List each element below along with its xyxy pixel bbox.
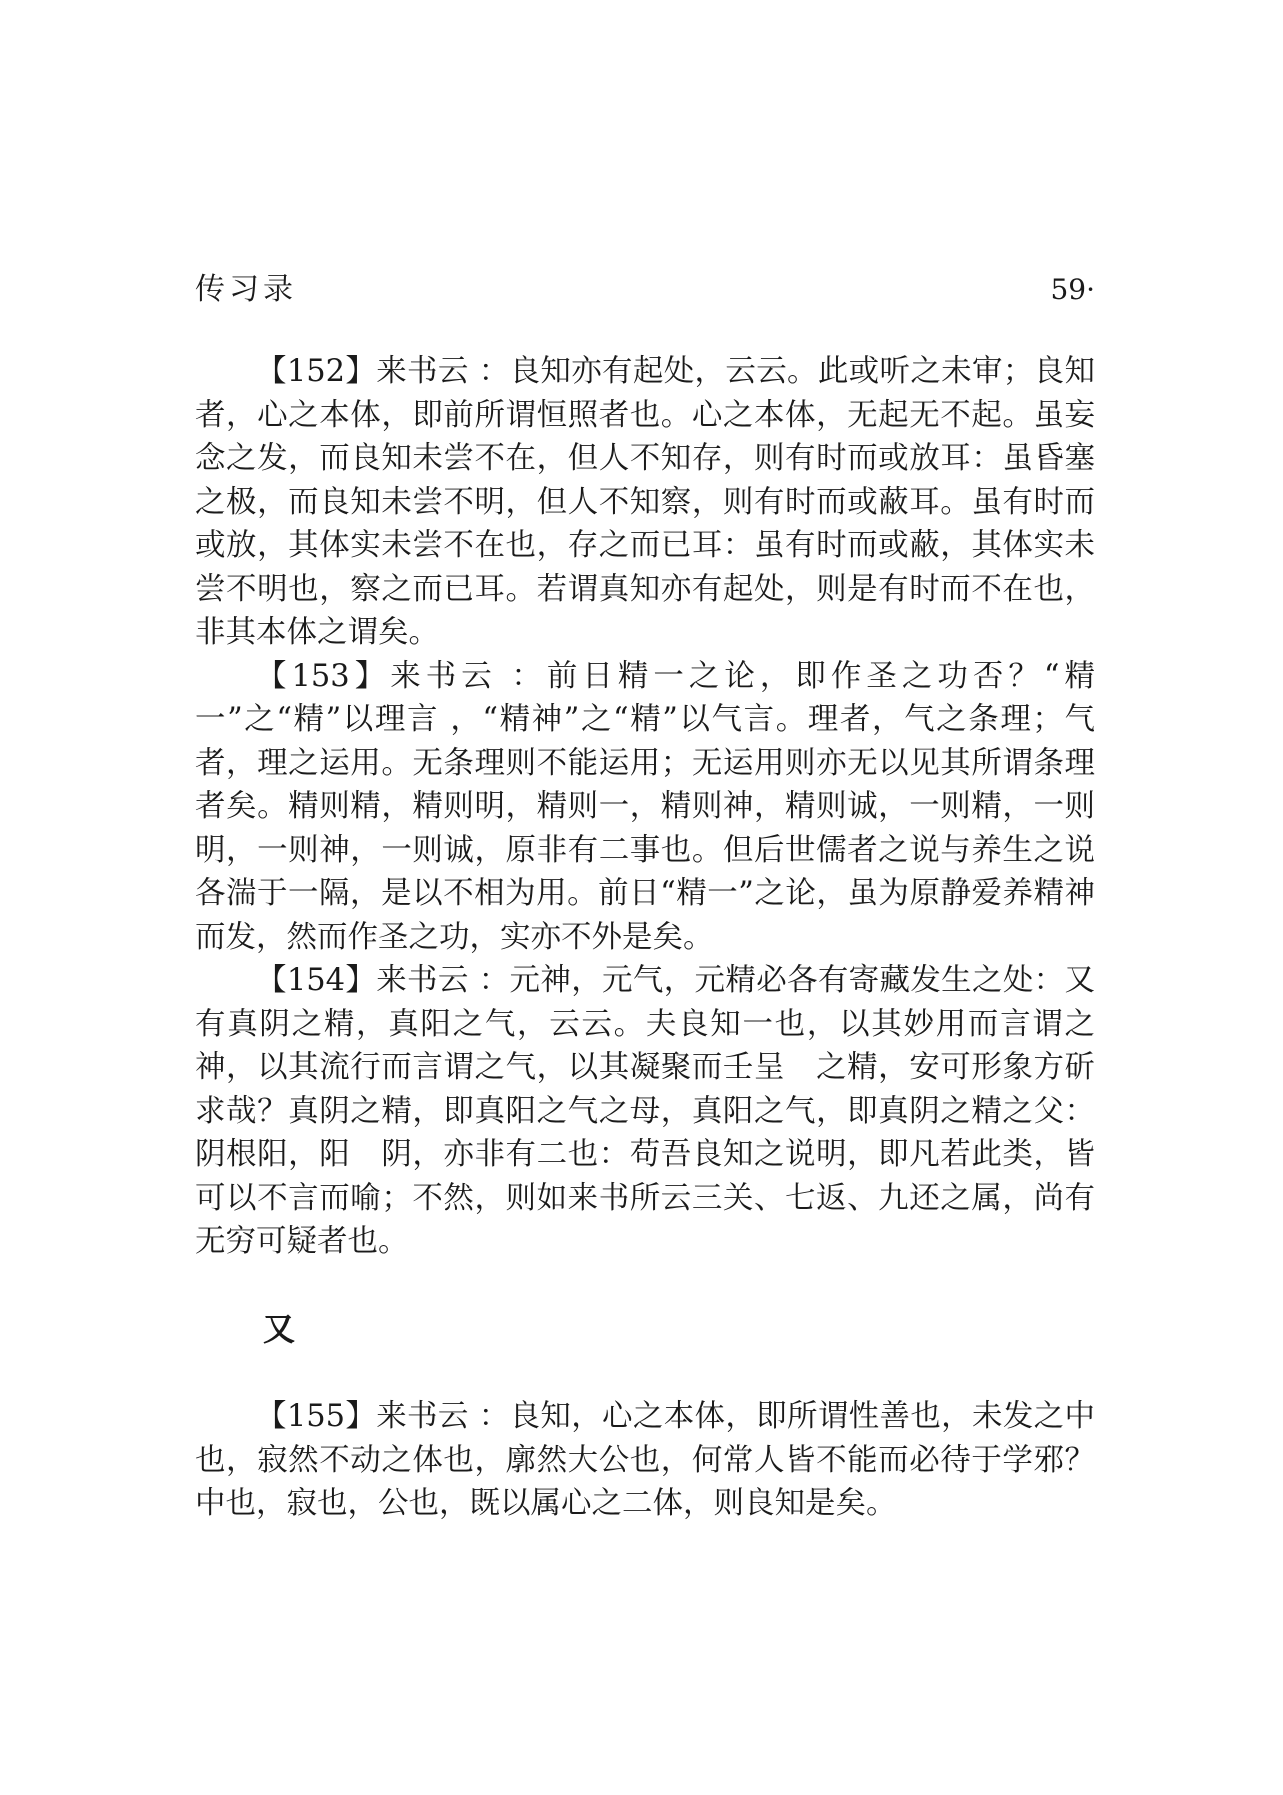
section-heading: 又 xyxy=(263,1309,296,1348)
page-number: 59· xyxy=(1050,273,1095,306)
paragraph-154: 【154】来书云 ：元神，元气，元精必各有寄藏发生之处：又有真阴之精，真阳之气，云云。夫良知一也，以其妙用而言谓之神，以其流行而言谓之气，以其凝聚而壬呈 之精，安可形象方斫求哉？真阴之精，即真阳之气之母，真阳之气，即真阴之精之父：阴根阳，阳 阴，亦非有二也：苟吾良知之说明，即凡若此类，皆可以不言而喻；不然，则如来书所云三关、七返、九还之属，尚有无穷可疑者也。 xyxy=(195,963,1095,1259)
paragraph-155: 【155】来书云 ：良知，心之本体，即所谓性善也，未发之中也，寂然不动之体也，廓然大公也，何常人皆不能而必待于学邪？中也，寂也，公也，既以属心之二体，则良知是矣。 xyxy=(195,1399,1095,1521)
paragraph-153: 【153】来书云 ：前日精一之论，即作圣之功否？“精一”之“精”以理言 ，“精神”之“精”以气言。理者，气之条理；气者，理之运用。无条理则不能运用；无运用则亦无以见其所谓条理者矣。精则精，精则明，精则一，精则神，精则诚，一则精，一则明，一则神，一则诚，原非有二事也。但后世儒者之说与养生之说各湍于一隔，是以不相为用。前日“精一”之论，虽为原静爱养精神而发，然而作圣之功，实亦不外是矣。 xyxy=(195,658,1095,955)
paragraph-152: 【152】来书云 ：良知亦有起处，云云。此或听之未审；良知者，心之本体，即前所谓恒照者也。心之本体，无起无不起。虽妄念之发，而良知未尝不在，但人不知存，则有时而或放耳：虽昏塞之极，而良知未尝不明，但人不知察，则有时而或蔽耳。虽有时而或放，其体实未尝不在也，存之而已耳：虽有时而或蔽，其体实未尝不明也，察之而已耳。若谓真知亦有起处，则是有时而不在也，非其本体之谓矣。 xyxy=(195,354,1095,650)
running-title: 传习录 xyxy=(195,272,297,307)
body-text xyxy=(195,350,1095,1526)
page-header xyxy=(195,268,1095,312)
